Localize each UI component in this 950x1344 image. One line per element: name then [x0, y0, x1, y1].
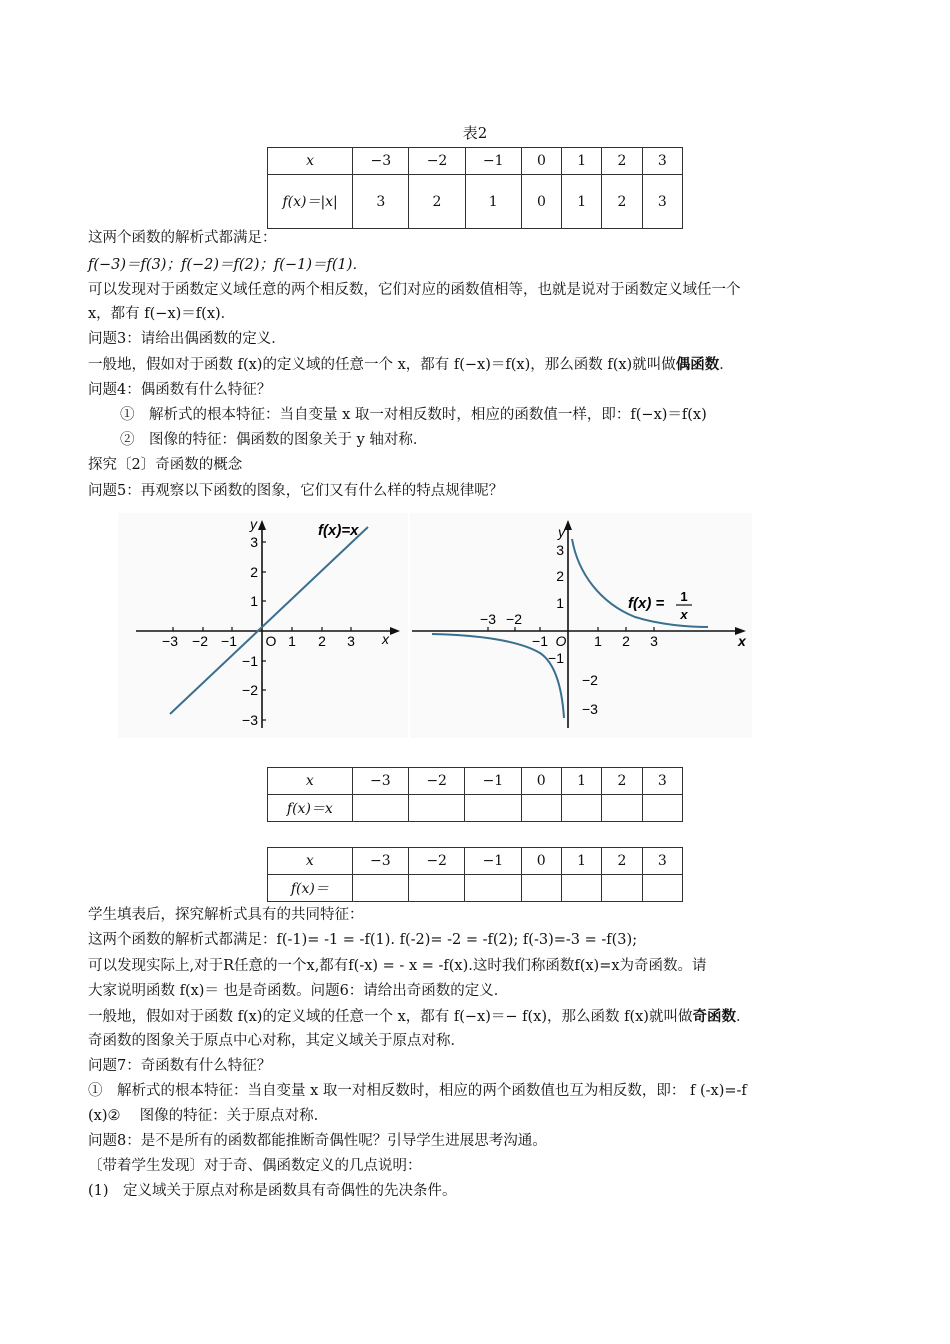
odd-table-header-cell: −1 [465, 848, 521, 875]
table2-cell: 1 [465, 175, 521, 229]
table2 [267, 147, 683, 229]
odd-table-header-x: x [268, 848, 353, 875]
blank-cell[interactable] [465, 875, 521, 902]
odd-table-header-cell: −1 [465, 768, 521, 795]
paragraph: 学生填表后，探究解析式具有的共同特征： [88, 907, 364, 923]
y-tick-label: 3 [556, 542, 564, 558]
paragraph: 大家说明函数 f(x)＝ 也是奇函数。问题6：请给出奇函数的定义． [88, 983, 509, 999]
x-tick-label: −1 [221, 633, 237, 649]
explore-heading: 探究〔2〕奇函数的概念 [88, 457, 243, 473]
table2-cell: 2 [602, 175, 642, 229]
odd-table-header-cell: −3 [352, 848, 408, 875]
question-5: 问题5：再观察以下函数的图象，它们又有什么样的特点规律呢？ [88, 483, 504, 499]
fraction-denominator: x [680, 607, 688, 622]
definition-end: ． [735, 1009, 751, 1025]
paragraph: 这两个函数的解析式都满足： [88, 230, 277, 246]
y-tick-label: −3 [582, 701, 598, 717]
table2-header-cell: −2 [409, 148, 465, 175]
question-7-item-1: ① 解析式的根本特征：当自变量 x 取一对相反数时，相应的两个函数值也互为相反数，即： f (-x)=-f [88, 1083, 747, 1099]
table2-cell: 1 [562, 175, 602, 229]
definition-text: 一般地，假如对于函数 f(x)的定义域的任意一个 x，都有 f(−x)＝f(x)，那么函数 f(x)就叫做 [88, 357, 676, 373]
table2-cell: 3 [642, 175, 682, 229]
y-tick-label: −1 [242, 653, 258, 669]
odd-function-definition [88, 1007, 878, 1027]
question-4-item-2: ② 图像的特征：偶函数的图象关于 y 轴对称． [120, 432, 428, 448]
question-3: 问题3：请给出偶函数的定义． [88, 331, 286, 347]
table2-header-cell: 2 [602, 148, 642, 175]
table2-cell: 3 [353, 175, 409, 229]
x-tick-label: 3 [347, 633, 355, 649]
x-tick-label: 1 [288, 633, 296, 649]
paragraph: x，都有 f(−x)＝f(x)． [88, 306, 236, 322]
paragraph: 可以发现对于函数定义域任意的两个相反数，它们对应的函数值相等，也就是说对于函数定义域任一个 [88, 282, 741, 298]
odd-table-1 [267, 767, 683, 822]
y-tick-label: 3 [250, 534, 258, 550]
table2-header-x: x [268, 148, 353, 175]
origin-label: O [265, 633, 277, 649]
y-tick-label: −2 [582, 672, 598, 688]
y-tick-label: −1 [548, 650, 564, 666]
function-label-prefix: f(x) = [628, 595, 665, 612]
even-function-term: 偶函数 [675, 356, 720, 373]
y-axis-label: y [558, 524, 565, 540]
blank-cell[interactable] [465, 795, 521, 822]
definition-end: ． [719, 357, 734, 373]
odd-table-header-x: x [268, 768, 353, 795]
x-tick-label: −2 [192, 633, 208, 649]
x-axis-label: x [738, 633, 746, 649]
y-tick-label: −3 [242, 712, 258, 728]
even-function-definition [88, 355, 878, 375]
blank-cell[interactable] [409, 875, 465, 902]
y-tick-label: 1 [250, 593, 258, 609]
x-tick-label: 2 [318, 633, 326, 649]
odd-table-header-cell: 2 [602, 848, 642, 875]
odd-table-header-cell: −2 [409, 848, 465, 875]
question-7-item-2: (x)② 图像的特征：关于原点对称. [88, 1108, 319, 1124]
odd-table-header-cell: −3 [352, 768, 408, 795]
x-tick-label: 1 [594, 633, 602, 649]
y-tick-label: −2 [242, 682, 258, 698]
table2-header-cell: 0 [521, 148, 561, 175]
function-label: f(x)=x [318, 522, 359, 539]
y-tick-label: 2 [556, 568, 564, 584]
blank-cell[interactable] [352, 795, 408, 822]
table2-header-cell: −3 [353, 148, 409, 175]
definition-text: 一般地，假如对于函数 f(x)的定义域的任意一个 x，都有 f(−x)＝− f(x)，那么函数 f(x)就叫做 [88, 1009, 693, 1025]
odd-table-header-cell: 0 [521, 768, 561, 795]
x-tick-label: −3 [162, 633, 178, 649]
odd-table-header-cell: 3 [642, 768, 682, 795]
question-8: 问题8：是不是所有的函数都能推断奇偶性呢？引导学生进展思考沟通。 [88, 1133, 547, 1149]
x-axis-label: x [382, 631, 389, 647]
paragraph-equalities: f(−3)＝f(3)；f(−2)＝f(2)；f(−1)＝f(1)． [88, 257, 367, 273]
table2-header-cell: 1 [562, 148, 602, 175]
odd-table-header-cell: 3 [642, 848, 682, 875]
graph-reciprocal [410, 513, 752, 738]
odd-table-header-cell: 1 [561, 848, 601, 875]
paragraph: 〔带着学生发现〕对于奇、偶函数定义的几点说明： [88, 1158, 422, 1174]
x-tick-label: −3 [480, 611, 496, 627]
table2-header-cell: 3 [642, 148, 682, 175]
blank-cell[interactable] [642, 795, 682, 822]
question-4: 问题4：偶函数有什么特征？ [88, 382, 272, 398]
graph-linear [118, 513, 408, 738]
x-tick-label: −2 [506, 611, 522, 627]
blank-cell[interactable] [521, 875, 561, 902]
odd-table-row-label: f(x)＝x [268, 795, 353, 822]
question-4-item-1: ① 解析式的根本特征：当自变量 x 取一对相反数时，相应的函数值一样，即：f(−x)＝f(x) [120, 407, 707, 423]
odd-table-header-cell: 0 [521, 848, 561, 875]
blank-cell[interactable] [409, 795, 465, 822]
y-axis-label: y [250, 516, 257, 532]
x-tick-label: −1 [532, 633, 548, 649]
blank-cell[interactable] [602, 875, 642, 902]
paragraph-odd-equalities: 这两个函数的解析式都满足：f(-1)= -1 = -f(1). f(-2)= -2 = -f(2); f(-3)=-3 = -f(3); [88, 932, 638, 948]
blank-cell[interactable] [352, 875, 408, 902]
table2-header-cell: −1 [465, 148, 521, 175]
odd-table-row-label: f(x)＝ [268, 875, 353, 902]
y-tick-label: 1 [556, 595, 564, 611]
paragraph: 奇函数的图象关于原点中心对称，其定义域关于原点对称． [88, 1033, 465, 1049]
blank-cell[interactable] [521, 795, 561, 822]
blank-cell[interactable] [561, 875, 601, 902]
table2-cell: 2 [409, 175, 465, 229]
x-tick-label: 3 [650, 633, 658, 649]
note-1: (1) 定义域关于原点对称是函数具有奇偶性的先决条件。 [88, 1183, 457, 1199]
odd-table-header-cell: 2 [602, 768, 642, 795]
table2-cell: 0 [521, 175, 561, 229]
blank-cell[interactable] [642, 875, 682, 902]
question-7: 问题7：奇函数有什么特征？ [88, 1058, 272, 1074]
x-tick-label: 2 [622, 633, 630, 649]
odd-table-2 [267, 847, 683, 902]
table2-caption: 表2 [462, 124, 488, 142]
odd-table-header-cell: 1 [561, 768, 601, 795]
origin-label: O [555, 633, 567, 649]
paragraph: 可以发现实际上,对于R任意的一个x,都有f(-x) = - x = -f(x).这时我们称函数f(x)=x为奇函数。请 [88, 958, 707, 974]
odd-function-term: 奇函数 [692, 1008, 736, 1025]
table2-row-label: f(x)＝|x| [268, 175, 353, 229]
blank-cell[interactable] [602, 795, 642, 822]
blank-cell[interactable] [561, 795, 601, 822]
odd-table-header-cell: −2 [409, 768, 465, 795]
fraction-numerator: 1 [680, 589, 688, 604]
y-tick-label: 2 [250, 564, 258, 580]
